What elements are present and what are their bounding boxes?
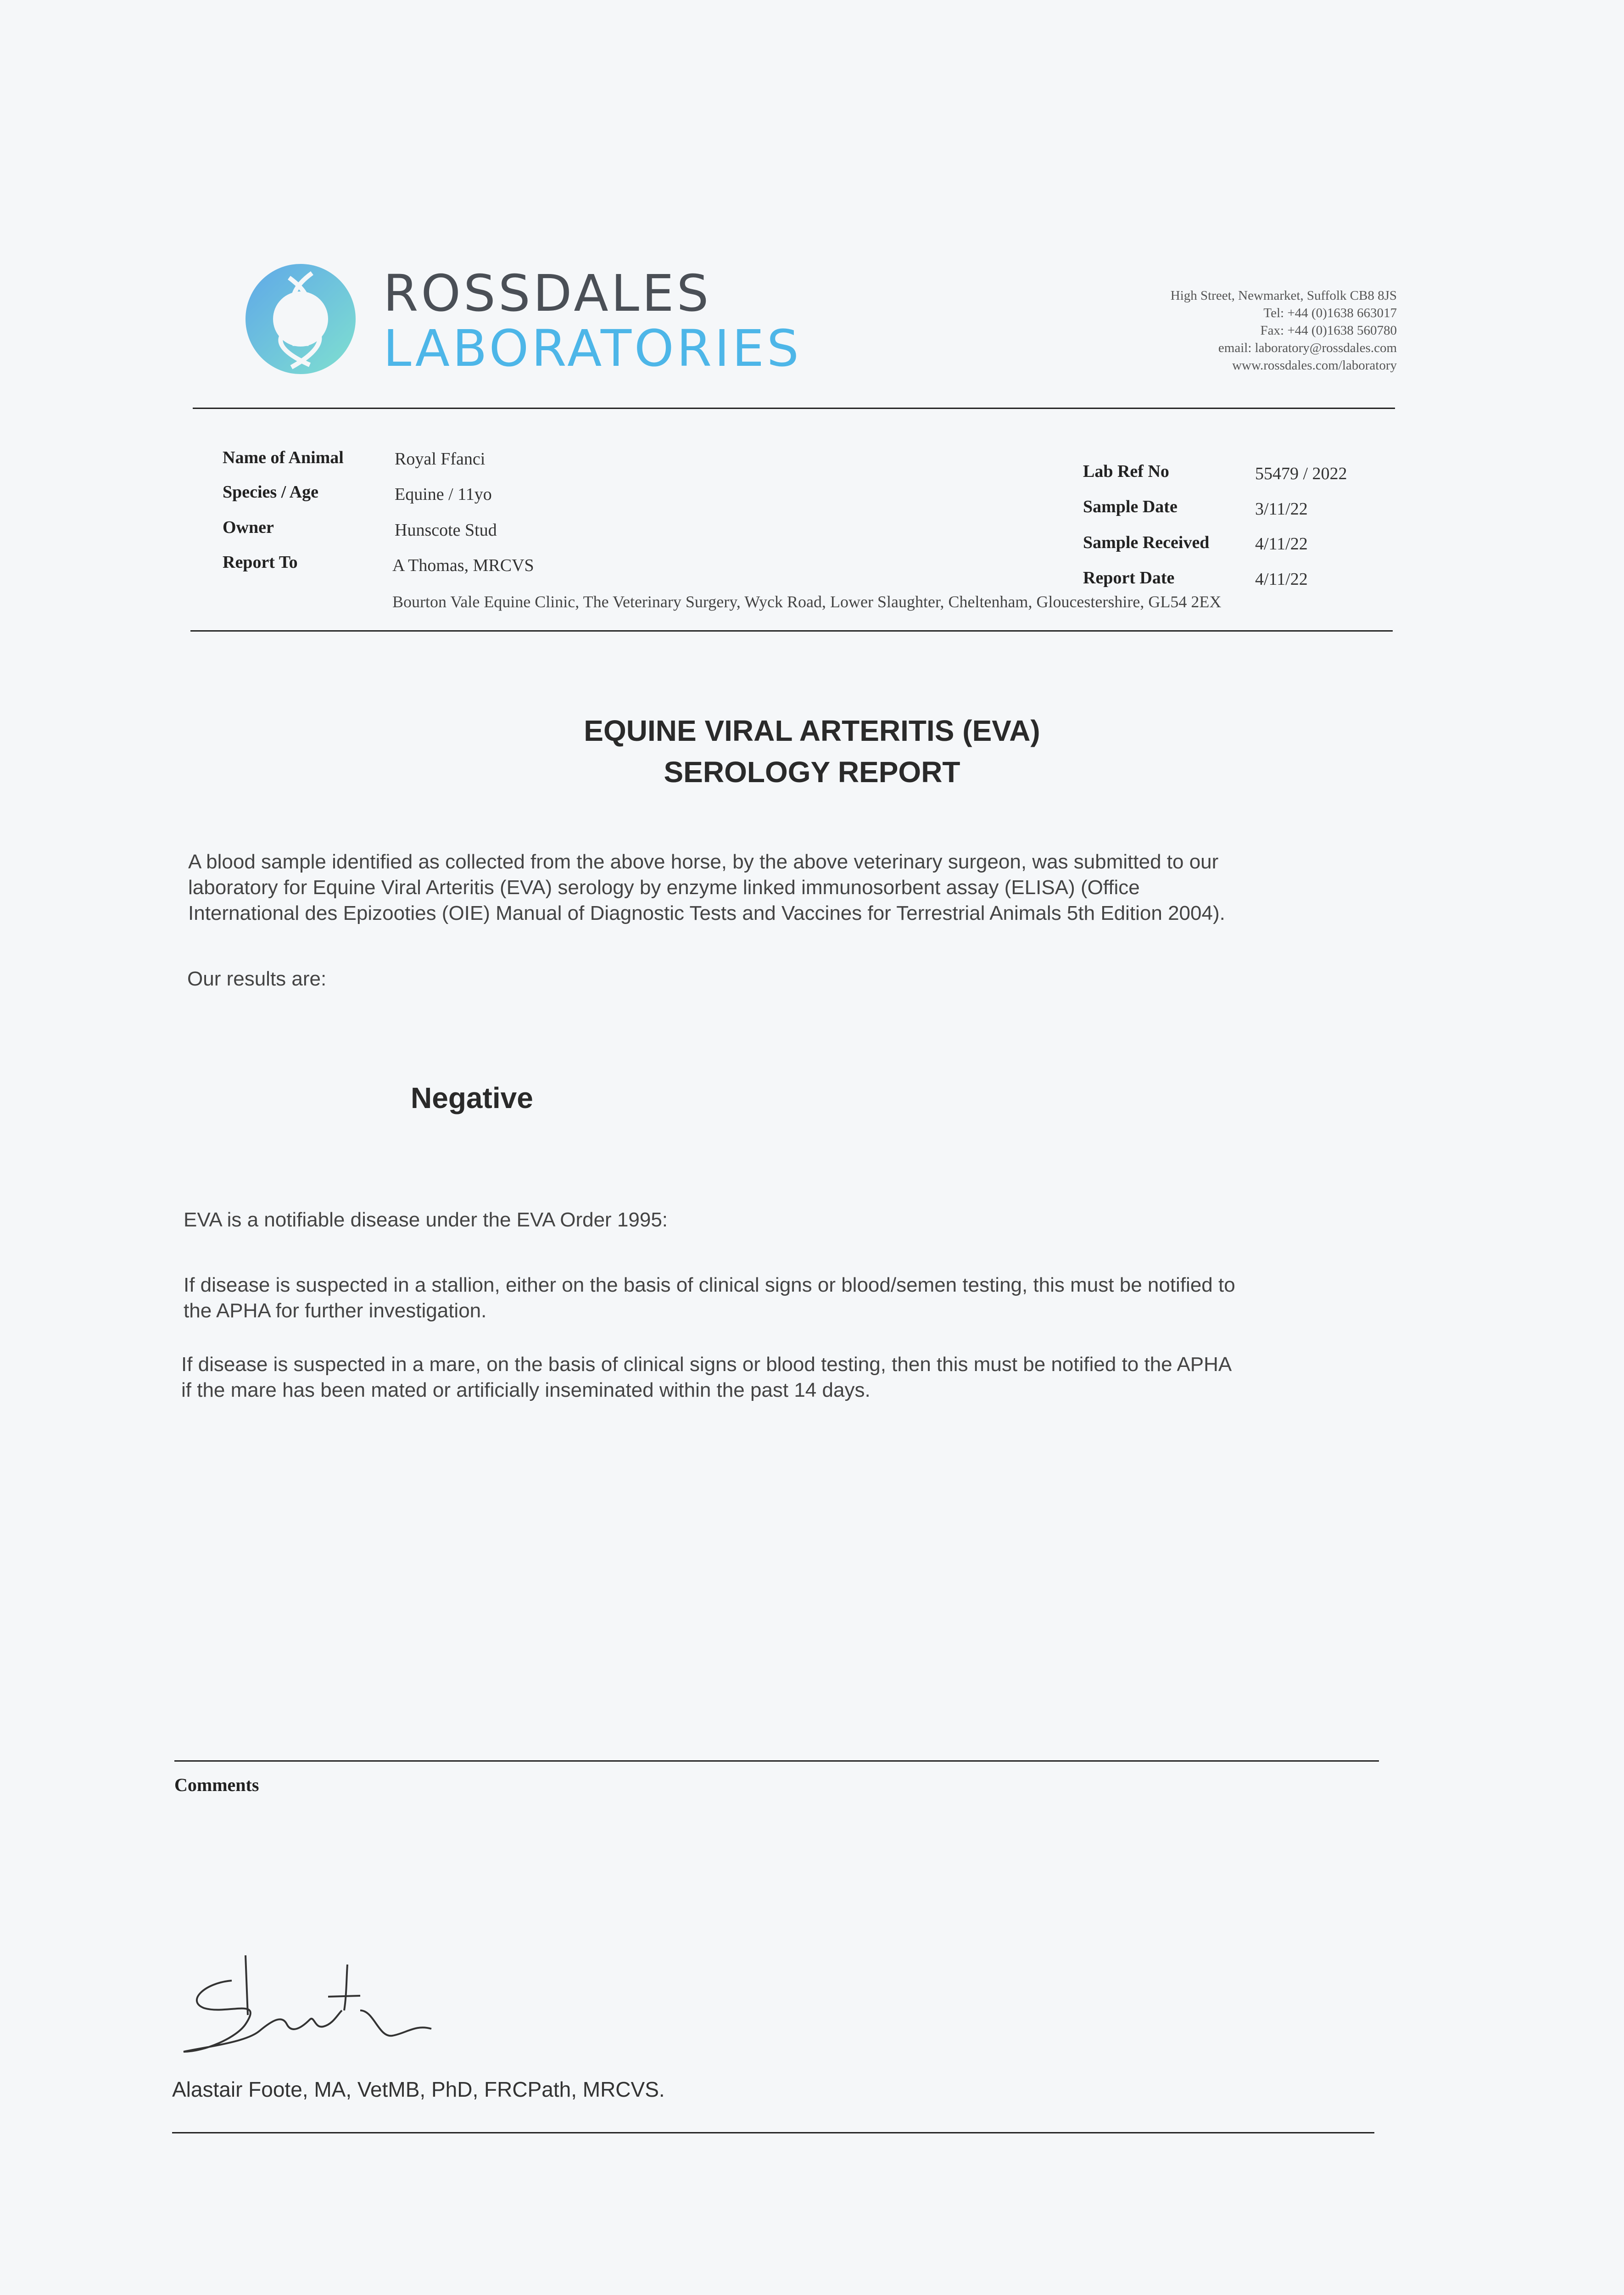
stallion-guidance [184, 1272, 1404, 1324]
report-to-label: Report To [223, 553, 298, 572]
owner-value: Hunscote Stud [395, 521, 497, 540]
header-divider [193, 408, 1395, 409]
test-result: Negative [411, 1081, 533, 1114]
mare-guidance [181, 1352, 1402, 1403]
contact-email: email: laboratory@rossdales.com [1218, 341, 1397, 355]
mare-line-2: if the mare has been mated or artificially inseminated within the past 14 days. [181, 1379, 871, 1401]
footer-divider [172, 2132, 1374, 2133]
sample-received-label: Sample Received [1083, 533, 1210, 552]
report-title-line2: SEROLOGY REPORT [664, 756, 960, 789]
intro-paragraph [188, 849, 1409, 926]
species-age-value: Equine / 11yo [395, 485, 492, 504]
stallion-line-1: If disease is suspected in a stallion, either on the basis of clinical signs or blood/semen testing, this must be notified to [184, 1274, 1235, 1296]
intro-line-1: A blood sample identified as collected from the above horse, by the above veterinary surgeon, was submitted to our [188, 851, 1219, 873]
handwritten-signature [177, 1946, 489, 2066]
comments-label: Comments [174, 1774, 259, 1795]
sample-date-value: 3/11/22 [1255, 499, 1308, 519]
name-of-animal-label: Name of Animal [223, 448, 344, 467]
sample-date-label: Sample Date [1083, 497, 1178, 516]
report-to-value: A Thomas, MRCVS [392, 556, 534, 575]
sample-received-value: 4/11/22 [1255, 534, 1308, 554]
report-title-line1: EQUINE VIRAL ARTERITIS (EVA) [584, 714, 1040, 747]
comments-divider [174, 1760, 1379, 1762]
lab-ref-label: Lab Ref No [1083, 462, 1169, 481]
intro-line-2: laboratory for Equine Viral Arteritis (EVA) serology by enzyme linked immunosorbent assay (ELISA) (Office [188, 876, 1140, 899]
lab-ref-value: 55479 / 2022 [1255, 464, 1347, 483]
species-age-label: Species / Age [223, 482, 318, 502]
contact-phone: Tel: +44 (0)1638 663017 [1263, 306, 1397, 320]
stallion-line-2: the APHA for further investigation. [184, 1299, 487, 1322]
name-of-animal-value: Royal Ffanci [395, 449, 486, 469]
signatory-name: Alastair Foote, MA, VetMB, PhD, FRCPath, MRCVS. [172, 2077, 665, 2101]
clinic-address: Bourton Vale Equine Clinic, The Veterinary Surgery, Wyck Road, Lower Slaughter, Cheltenham, Gloucestershire, GL54 2EX [392, 593, 1222, 611]
intro-line-3: International des Epizooties (OIE) Manual of Diagnostic Tests and Vaccines for Terrestrial Animals 5th Edition 2004). [188, 902, 1225, 924]
report-date-label: Report Date [1083, 568, 1175, 588]
brand-name-line1: ROSSDALES [383, 264, 712, 323]
details-divider [190, 630, 1393, 632]
owner-label: Owner [223, 518, 274, 537]
brand-name-line2: LABORATORIES [383, 319, 802, 378]
results-intro: Our results are: [187, 968, 327, 990]
contact-address: High Street, Newmarket, Suffolk CB8 8JS [1170, 288, 1397, 303]
notifiable-statement: EVA is a notifiable disease under the EVA Order 1995: [184, 1209, 668, 1231]
mare-line-1: If disease is suspected in a mare, on the basis of clinical signs or blood testing, then this must be notified to the APHA [181, 1353, 1232, 1376]
report-date-value: 4/11/22 [1255, 570, 1308, 589]
contact-fax: Fax: +44 (0)1638 560780 [1260, 323, 1397, 338]
contact-website: www.rossdales.com/laboratory [1232, 358, 1397, 373]
lab-contact-block [1030, 287, 1397, 374]
dna-helix-logo-icon [243, 262, 358, 376]
